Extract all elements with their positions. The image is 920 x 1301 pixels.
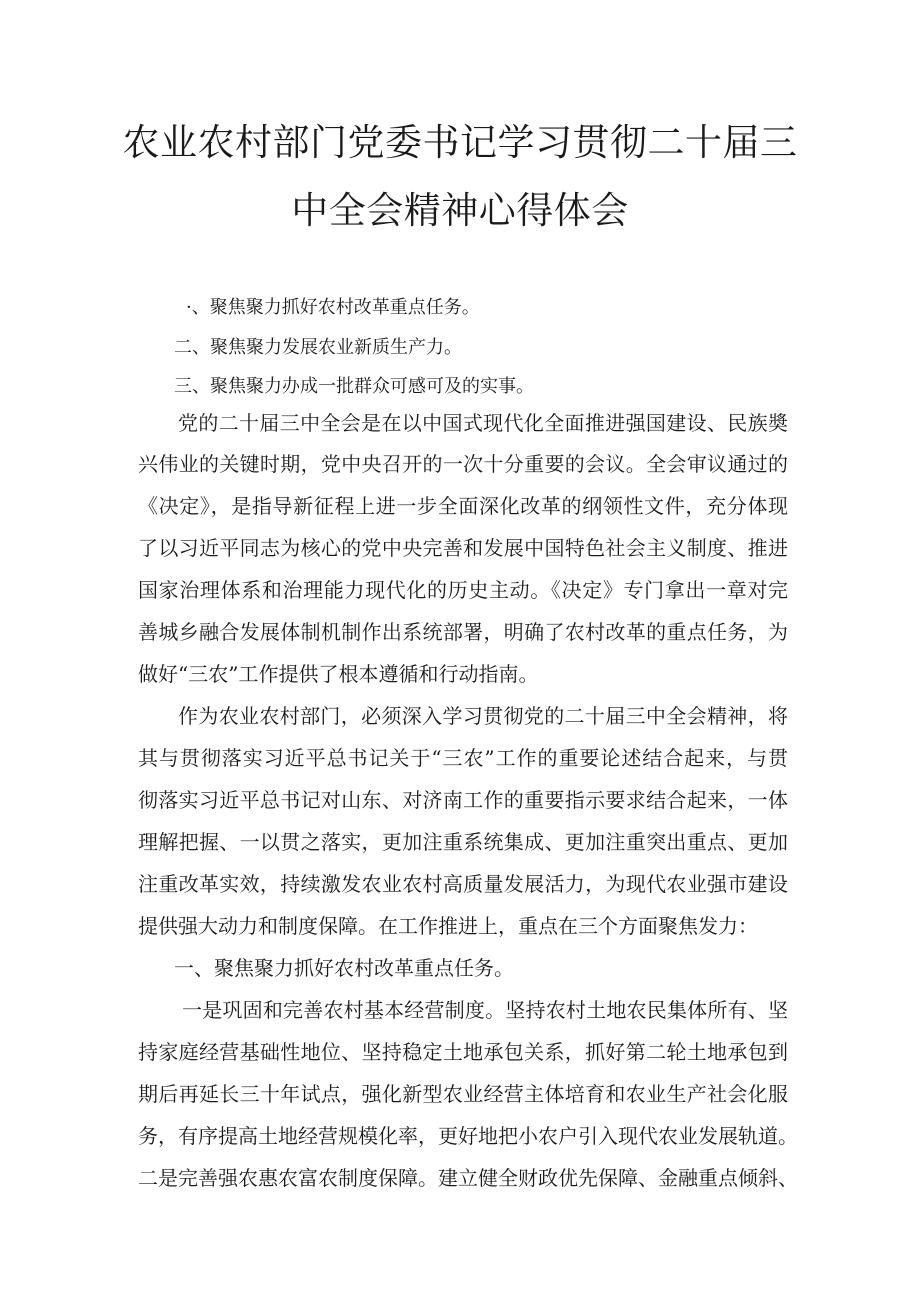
body-line: 善城乡融合发展体制机制作出系统部署，明确了农村改革的重点任务，为 <box>138 620 788 644</box>
document-title-line-1: 农业农村部门党委书记学习贯彻二十届三 <box>122 121 798 164</box>
body-line: 彻落实习近平总书记对山东、对济南工作的重要指示要求结合起来，一体 <box>138 788 788 812</box>
body-line: 务，有序提高土地经营规模化率，更好地把小农户引入现代农业发展轨道。 <box>138 1124 798 1148</box>
body-line: 做好“三农”工作提供了根本遵循和行动指南。 <box>138 662 539 686</box>
body-line: 二是完善强农惠农富农制度保障。建立健全财政优先保障、金融重点倾斜、 <box>138 1166 798 1190</box>
body-line: 期后再延长三十年试点，强化新型农业经营主体培育和农业生产社会化服 <box>138 1082 788 1106</box>
body-line: 注重改革实效，持续激发农业农村高质量发展活力，为现代农业强市建设 <box>138 872 788 896</box>
outline-item-2: 二、聚焦聚力发展农业新质生产力。 <box>174 337 462 358</box>
document-title-line-2: 中全会精神心得体会 <box>291 189 629 232</box>
body-line: 持家庭经营基础性地位、坚持稳定土地承包关系，抓好第二轮土地承包到 <box>138 1040 788 1064</box>
body-line: 了以习近平同志为核心的党中央完善和发展中国特色社会主义制度、推进 <box>138 536 788 560</box>
body-line: 理解把握、一以贯之落实，更加注重系统集成、更加注重突出重点、更加 <box>138 830 788 854</box>
outline-item-1: ·、聚焦聚力抓好农村改革重点任务。 <box>186 297 480 318</box>
body-line: 兴伟业的关键时期，党中央召开的一次十分重要的会议。全会审议通过的 <box>138 452 788 476</box>
body-line: 其与贯彻落实习近平总书记关于“三农”工作的重要论述结合起来，与贯 <box>138 746 788 770</box>
body-line: 《决定》，是指导新征程上进一步全面深化改革的纲领性文件，充分体现 <box>138 494 788 518</box>
outline-item-3: 三、聚焦聚力办成一批群众可感可及的实事。 <box>174 376 534 397</box>
body-line: 一是巩固和完善农村基本经营制度。坚持农村土地农民集体所有、坚 <box>182 998 788 1022</box>
body-line: 国家治理体系和治理能力现代化的历史主动。《决定》专门拿出一章对完 <box>138 578 788 602</box>
section-heading: 一、聚焦聚力抓好农村改革重点任务。 <box>174 956 514 980</box>
body-line: 提供强大动力和制度保障。在工作推进上，重点在三个方面聚焦发力： <box>138 914 758 938</box>
body-line: 党的二十届三中全会是在以中国式现代化全面推进强国建设、民族奬 <box>178 411 788 435</box>
body-line: 作为农业农村部门，必须深入学习贯彻党的二十届三中全会精神，将 <box>178 704 788 728</box>
